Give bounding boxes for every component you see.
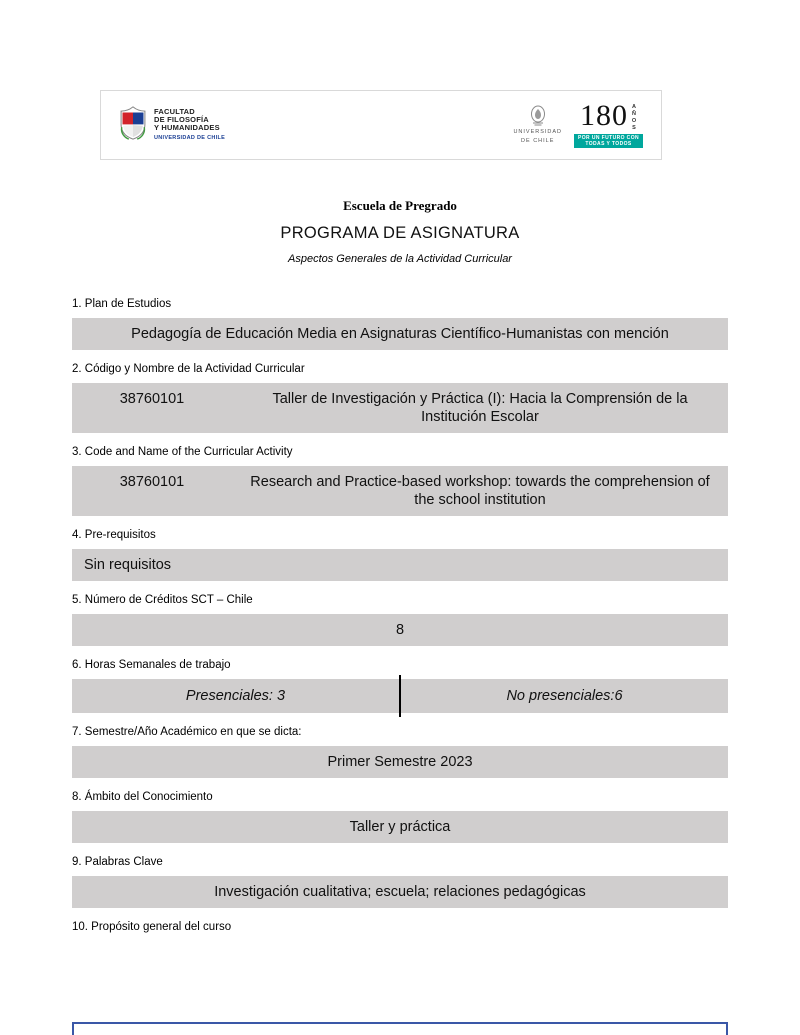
anniversary-word: AÑOS	[631, 104, 638, 132]
university-crest-icon	[529, 105, 547, 127]
label-plan-de-estudios: 1. Plan de Estudios	[72, 298, 172, 310]
university-crest	[513, 105, 562, 145]
university-name-line1: UNIVERSIDAD	[513, 129, 563, 135]
anniversary-logo	[574, 99, 643, 148]
horas-semanales-box	[72, 679, 728, 713]
label-proposito: 10. Propósito general del curso	[72, 921, 232, 933]
ambito-box	[72, 811, 728, 843]
label-prerequisitos: 4. Pre-requisitos	[72, 529, 156, 541]
prerequisitos-box	[72, 549, 728, 581]
header-banner	[100, 90, 662, 160]
faculty-logo-text	[154, 108, 225, 142]
anniversary-tagline	[574, 134, 643, 148]
course-name-en: Research and Practice-based workshop: towards the comprehension of the school institution	[250, 474, 710, 508]
label-ambito: 8. Ámbito del Conocimiento	[72, 791, 213, 803]
faculty-logo-line1: FACULTAD	[154, 107, 195, 116]
semestre-box	[72, 746, 728, 778]
prerequisitos-value: Sin requisitos	[84, 557, 172, 573]
label-codigo-nombre: 2. Código y Nombre de la Actividad Curricular	[72, 363, 305, 375]
palabras-clave-value: Investigación cualitativa; escuela; relaciones pedagógicas	[214, 884, 586, 900]
faculty-logo-line3: Y HUMANIDADES	[154, 123, 220, 132]
palabras-clave-box	[72, 876, 728, 908]
school-title: Escuela de Pregrado	[343, 198, 457, 213]
faculty-logo-line4: UNIVERSIDAD DE CHILE	[154, 135, 226, 141]
plan-de-estudios-box	[72, 318, 728, 350]
faculty-shield-icon	[119, 106, 147, 145]
plan-de-estudios-value: Pedagogía de Educación Media en Asignaturas Científico-Humanistas con mención	[131, 326, 669, 342]
label-creditos: 5. Número de Créditos SCT – Chile	[72, 594, 253, 606]
semestre-value: Primer Semestre 2023	[327, 754, 473, 770]
proposito-box	[72, 1022, 728, 1035]
creditos-box	[72, 614, 728, 646]
course-code-es: 38760101	[119, 391, 185, 407]
course-code-en: 38760101	[119, 474, 185, 490]
anniversary-top	[580, 99, 638, 132]
course-name-es: Taller de Investigación y Práctica (I): Hacia la Comprensión de la Institución Escolar	[272, 391, 688, 425]
label-code-name-en: 3. Code and Name of the Curricular Activity	[72, 446, 293, 458]
university-logo-group	[513, 99, 643, 148]
sections-container	[72, 298, 728, 1035]
ambito-value: Taller y práctica	[349, 819, 451, 835]
university-name-line2: DE CHILE	[521, 138, 555, 144]
label-semestre: 7. Semestre/Año Académico en que se dicta:	[72, 726, 302, 738]
codigo-nombre-box	[72, 383, 728, 433]
code-name-en-box	[72, 466, 728, 516]
anniversary-tagline-line2: TODAS Y TODOS	[585, 141, 632, 147]
faculty-logo-line2: DE FILOSOFÍA	[154, 115, 209, 124]
label-horas-semanales: 6. Horas Semanales de trabajo	[72, 659, 231, 671]
horas-presenciales: Presenciales: 3	[185, 688, 286, 704]
horas-no-presenciales: No presenciales:6	[506, 688, 623, 704]
label-palabras-clave: 9. Palabras Clave	[72, 856, 163, 868]
program-subtitle: Aspectos Generales de la Actividad Curricular	[288, 253, 512, 265]
anniversary-tagline-line1: POR UN FUTURO CON	[578, 135, 639, 141]
creditos-value: 8	[395, 622, 405, 638]
anniversary-number: 180	[580, 99, 629, 132]
faculty-logo	[119, 106, 225, 145]
program-title: PROGRAMA DE ASIGNATURA	[280, 224, 520, 242]
